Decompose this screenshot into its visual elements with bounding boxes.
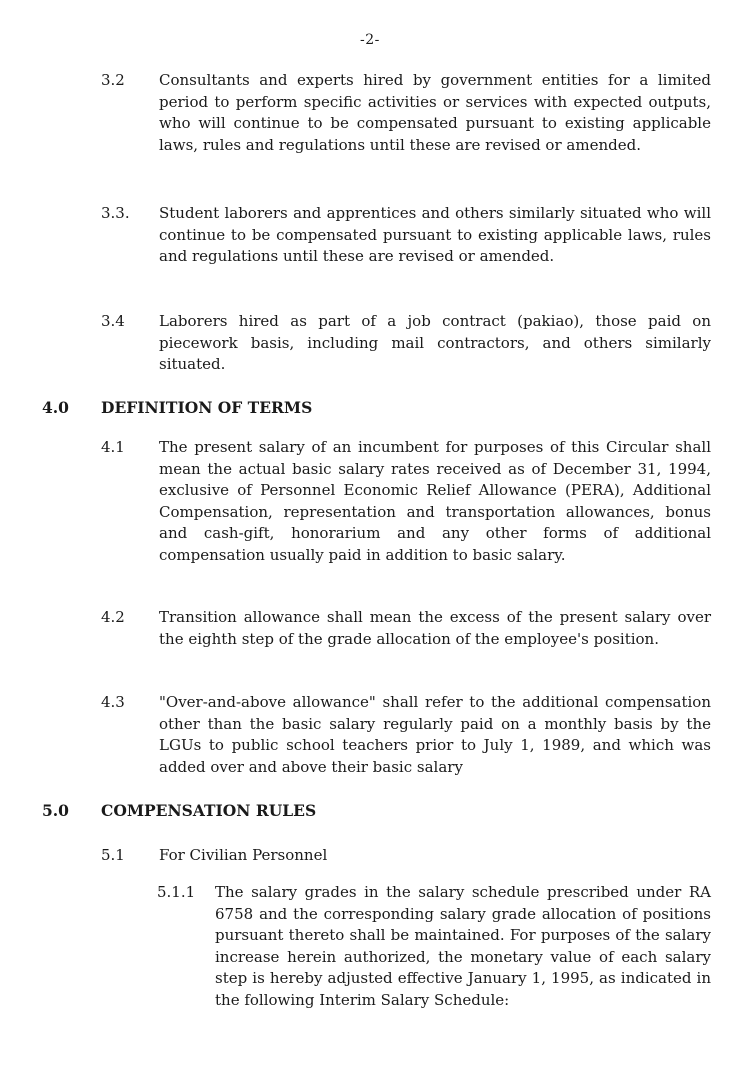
section-title: COMPENSATION RULES <box>101 801 317 820</box>
item-text: The salary grades in the salary schedule prescribed under RA 6758 and the corresponding salary grade allocation of positions pursuant thereto shall be maintained. For purposes of the salary increase herein authorized, the monetary value of each salary step is hereby adjusted effective January 1, 1995, as indicated in the following Interim Salary Schedule: <box>215 883 711 1009</box>
list-item-5-1 <box>101 845 711 867</box>
item-text: Student laborers and apprentices and others similarly situated who will continue to be compensated pursuant to existing applicable laws, rules and regulations until these are revised or amended. <box>159 204 711 265</box>
list-item-3-4 <box>101 311 711 377</box>
item-text: Consultants and experts hired by government entities for a limited period to perform specific activities or services with expected outputs, who will continue to be compensated pursuant to existing applicable laws, rules and regulations until these are revised or amended. <box>159 71 711 154</box>
section-number: 4.0 <box>42 398 69 417</box>
list-item-3-3 <box>101 203 711 291</box>
item-text: "Over-and-above allowance" shall refer to the additional compensation other than the basic salary regularly paid on a monthly basis by the LGUs to public school teachers prior to July 1, 1989, and which was added over and above their basic salary <box>159 693 711 776</box>
item-number: 4.3 <box>101 693 125 711</box>
item-number: 5.1.1 <box>157 883 196 901</box>
item-number: 4.2 <box>101 608 125 626</box>
item-number: 3.3. <box>101 204 130 222</box>
section-number: 5.0 <box>42 801 69 820</box>
page-number: -2- <box>360 32 380 48</box>
list-item-5-1-1 <box>157 882 711 1036</box>
list-item-4-1 <box>101 437 711 591</box>
item-text: For Civilian Personnel <box>159 846 328 864</box>
item-number: 3.2 <box>101 71 125 89</box>
list-item-4-2 <box>101 607 711 673</box>
list-item-3-2 <box>101 70 711 180</box>
item-number: 5.1 <box>101 846 125 864</box>
item-text: The present salary of an incumbent for purposes of this Circular shall mean the actual basic salary rates received as of December 31, 1994, exclusive of Personnel Economic Relief Allowance (PERA), Additional Compensation, representation and transportation allowances, bonus and cash-gift, honorarium and any other forms of additional compensation usually paid in addition to basic salary. <box>159 438 711 564</box>
item-number: 3.4 <box>101 312 125 330</box>
item-text: Laborers hired as part of a job contract (pakiao), those paid on piecework basis, including mail contractors, and others similarly situated. <box>159 312 711 373</box>
list-item-4-3 <box>101 692 711 780</box>
section-title: DEFINITION OF TERMS <box>101 398 313 417</box>
item-text: Transition allowance shall mean the excess of the present salary over the eighth step of the grade allocation of the employee's position. <box>159 608 711 648</box>
item-number: 4.1 <box>101 438 125 456</box>
